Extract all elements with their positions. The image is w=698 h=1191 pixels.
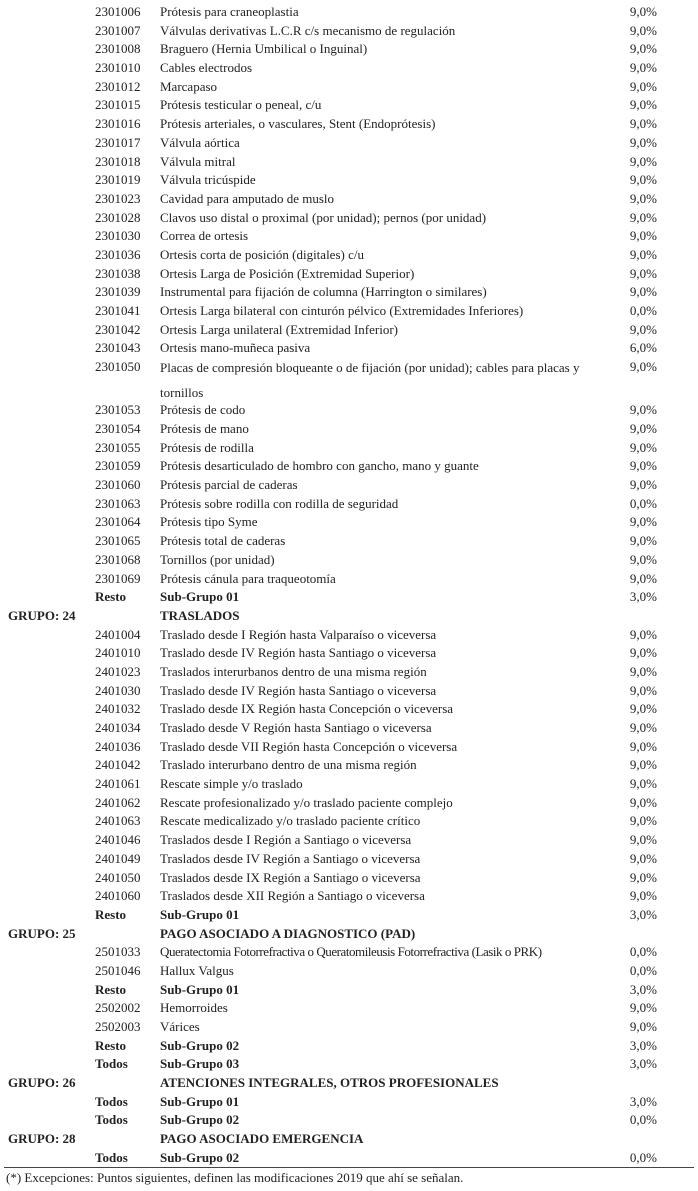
item-code: 2301019 xyxy=(95,172,141,188)
item-description: Prótesis para craneoplastia xyxy=(160,4,299,19)
item-description: Prótesis testicular o peneal, c/u xyxy=(160,97,322,113)
group-header-row xyxy=(0,1074,698,1093)
group-header-row xyxy=(0,607,698,626)
item-percentage: 9,0% xyxy=(629,4,657,19)
table-row xyxy=(0,943,698,962)
item-percentage: 9,0% xyxy=(629,682,657,698)
group-header-row xyxy=(0,1130,698,1149)
item-code: 2301015 xyxy=(95,97,141,113)
table-row xyxy=(0,22,698,41)
item-percentage: 9,0% xyxy=(629,458,657,474)
item-description: Traslado desde IV Región hasta Santiago o viceversa xyxy=(160,682,437,698)
item-code: 2502003 xyxy=(95,1019,141,1035)
table-row xyxy=(0,588,698,607)
item-code: 2502002 xyxy=(95,1000,141,1016)
table-row xyxy=(0,1037,698,1056)
table-row xyxy=(0,700,698,719)
item-percentage: 0,0% xyxy=(629,944,657,960)
item-description: Sub-Grupo 02 xyxy=(160,1149,240,1165)
table-row xyxy=(0,999,698,1018)
item-code: 2301042 xyxy=(95,321,141,337)
item-description: Traslados desde IV Región a Santiago o viceversa xyxy=(160,850,421,866)
table-row xyxy=(0,265,698,284)
item-percentage: 9,0% xyxy=(629,1019,657,1035)
item-description: Prótesis parcial de caderas xyxy=(160,477,298,493)
group-label: GRUPO: 24 xyxy=(8,607,76,623)
item-description: Cavidad para amputado de muslo xyxy=(160,190,335,206)
item-percentage: 9,0% xyxy=(629,116,657,132)
table-row xyxy=(0,495,698,514)
item-description: Hemorroides xyxy=(160,1000,228,1016)
item-description: Traslado desde V Región hasta Santiago o viceversa xyxy=(160,720,432,736)
table-row xyxy=(0,171,698,190)
item-description: Sub-Grupo 02 xyxy=(160,1037,240,1053)
item-code: 2401004 xyxy=(95,626,141,642)
table-row xyxy=(0,570,698,589)
table-row xyxy=(0,869,698,888)
item-code: 2301068 xyxy=(95,551,141,567)
item-description: Prótesis total de caderas xyxy=(160,533,286,549)
table-row xyxy=(0,134,698,153)
item-code: 2301016 xyxy=(95,116,141,132)
group-label: GRUPO: 25 xyxy=(8,925,76,941)
item-description: Correa de ortesis xyxy=(160,228,249,244)
footnote: (*) Excepciones: Puntos siguientes, definen las modificaciones 2019 que ahí se señalan. xyxy=(6,1170,464,1185)
item-code: 2401049 xyxy=(95,850,141,866)
item-code: 2301018 xyxy=(95,153,141,169)
table-row xyxy=(0,532,698,551)
item-percentage: 3,0% xyxy=(629,1037,657,1053)
item-percentage: 9,0% xyxy=(629,626,657,642)
item-percentage: 9,0% xyxy=(629,421,657,437)
item-description: Várices xyxy=(160,1019,200,1035)
item-description: Instrumental para fijación de columna (Harrington o similares) xyxy=(160,284,487,300)
item-percentage: 9,0% xyxy=(629,570,657,586)
item-description: Ortesis mano-muñeca pasiva xyxy=(160,340,311,356)
item-percentage: 9,0% xyxy=(629,794,657,810)
item-percentage: 9,0% xyxy=(629,134,657,150)
table-row xyxy=(0,283,698,302)
item-percentage: 9,0% xyxy=(629,60,657,76)
item-percentage: 9,0% xyxy=(629,477,657,493)
item-percentage: 0,0% xyxy=(629,1112,657,1128)
item-code: 2301055 xyxy=(95,439,141,455)
item-description: Hallux Valgus xyxy=(160,962,234,978)
table-row xyxy=(0,209,698,228)
item-code: 2301041 xyxy=(95,303,141,318)
item-code: 2401042 xyxy=(95,757,141,773)
item-code: Todos xyxy=(95,1056,128,1072)
table-row xyxy=(0,831,698,850)
group-title: PAGO ASOCIADO EMERGENCIA xyxy=(160,1131,364,1147)
item-description: Rescate profesionalizado y/o traslado paciente complejo xyxy=(160,794,453,810)
item-description: Traslado desde VII Región hasta Concepción o viceversa xyxy=(160,738,458,754)
item-code: 2301036 xyxy=(95,246,141,262)
item-code: Resto xyxy=(95,906,127,922)
item-code: 2401036 xyxy=(95,738,141,754)
table-row xyxy=(0,775,698,794)
group-header-row xyxy=(0,925,698,944)
item-code: 2301054 xyxy=(95,421,141,437)
item-description: Prótesis sobre rodilla con rodilla de seguridad xyxy=(160,495,399,511)
item-percentage: 9,0% xyxy=(629,359,657,375)
table-row xyxy=(0,153,698,172)
table-row xyxy=(0,1149,698,1168)
item-description: Rescate simple y/o traslado xyxy=(160,776,303,792)
item-code: Resto xyxy=(95,589,127,605)
item-percentage: 9,0% xyxy=(629,78,657,94)
item-code: 2301012 xyxy=(95,78,141,94)
item-description: Válvula aórtica xyxy=(160,134,240,150)
item-description: Válvula tricúspide xyxy=(160,172,256,188)
table-row xyxy=(0,1111,698,1130)
rates-table xyxy=(0,3,698,1168)
table-row xyxy=(0,96,698,115)
item-description: Prótesis desarticulado de hombro con gancho, mano y guante xyxy=(160,458,479,474)
item-code: 2301006 xyxy=(95,4,141,19)
item-code: 2301069 xyxy=(95,570,141,586)
item-percentage: 9,0% xyxy=(629,663,657,679)
item-description: Placas de compresión bloqueante o de fijación (por unidad); cables para placas y tornillos xyxy=(160,360,580,401)
item-code: 2401061 xyxy=(95,776,141,792)
item-code: 2301060 xyxy=(95,477,141,493)
table-row xyxy=(0,738,698,757)
item-percentage: 9,0% xyxy=(629,97,657,113)
item-percentage: 9,0% xyxy=(629,776,657,792)
table-row xyxy=(0,78,698,97)
item-code: Resto xyxy=(95,1037,127,1053)
table-row xyxy=(0,551,698,570)
item-description: Sub-Grupo 03 xyxy=(160,1056,240,1072)
item-code: 2301063 xyxy=(95,495,141,511)
item-description: Clavos uso distal o proximal (por unidad); pernos (por unidad) xyxy=(160,209,487,225)
item-percentage: 3,0% xyxy=(629,981,657,997)
item-code: 2401060 xyxy=(95,888,141,904)
item-code: 2301023 xyxy=(95,190,141,206)
group-label: GRUPO: 28 xyxy=(8,1131,76,1147)
table-row xyxy=(0,1018,698,1037)
item-description: Prótesis de codo xyxy=(160,402,246,418)
item-code: 2301010 xyxy=(95,60,141,76)
item-code: 2301017 xyxy=(95,134,141,150)
item-percentage: 9,0% xyxy=(629,645,657,661)
table-row xyxy=(0,794,698,813)
table-row xyxy=(0,1055,698,1074)
table-row xyxy=(0,59,698,78)
table-row xyxy=(0,682,698,701)
table-row xyxy=(0,719,698,738)
item-description: Prótesis de rodilla xyxy=(160,439,254,455)
table-row xyxy=(0,457,698,476)
item-percentage: 3,0% xyxy=(629,589,657,605)
item-percentage: 0,0% xyxy=(629,495,657,511)
item-percentage: 9,0% xyxy=(629,22,657,38)
table-row xyxy=(0,850,698,869)
item-description: Ortesis Larga de Posición (Extremidad Superior) xyxy=(160,265,415,281)
table-row xyxy=(0,358,698,401)
table-row xyxy=(0,302,698,321)
item-code: Todos xyxy=(95,1112,128,1128)
item-code: 2401063 xyxy=(95,813,141,829)
item-code: 2401032 xyxy=(95,701,141,717)
table-row xyxy=(0,887,698,906)
item-percentage: 0,0% xyxy=(629,962,657,978)
item-code: 2301007 xyxy=(95,22,141,38)
item-description: Sub-Grupo 01 xyxy=(160,981,240,997)
item-description: Sub-Grupo 02 xyxy=(160,1112,240,1128)
item-percentage: 9,0% xyxy=(629,514,657,530)
item-percentage: 9,0% xyxy=(629,1000,657,1016)
item-percentage: 9,0% xyxy=(629,284,657,300)
item-description: Prótesis cánula para traqueotomía xyxy=(160,570,336,586)
table-row xyxy=(0,962,698,981)
item-code: 2401046 xyxy=(95,832,141,848)
item-description: Queratectomia Fotorrefractiva o Queratomileusis Fotorrefractiva (Lasik o PRK) xyxy=(160,944,542,960)
table-row xyxy=(0,40,698,59)
item-description: Braguero (Hernia Umbilical o Inguinal) xyxy=(160,41,368,57)
item-code: 2401010 xyxy=(95,645,141,661)
item-percentage: 9,0% xyxy=(629,190,657,206)
item-percentage: 9,0% xyxy=(629,850,657,866)
item-percentage: 9,0% xyxy=(629,228,657,244)
item-percentage: 9,0% xyxy=(629,172,657,188)
item-code: 2301064 xyxy=(95,514,141,530)
table-row xyxy=(0,321,698,340)
table-row xyxy=(0,476,698,495)
table-row xyxy=(0,190,698,209)
item-code: 2401023 xyxy=(95,663,141,679)
item-percentage: 3,0% xyxy=(629,1093,657,1109)
group-label: GRUPO: 26 xyxy=(8,1075,76,1091)
item-percentage: 3,0% xyxy=(629,906,657,922)
item-description: Válvula mitral xyxy=(160,153,236,169)
item-percentage: 9,0% xyxy=(629,265,657,281)
item-percentage: 9,0% xyxy=(629,41,657,57)
item-code: Todos xyxy=(95,1149,128,1165)
group-title: ATENCIONES INTEGRALES, OTROS PROFESIONALES xyxy=(160,1075,499,1091)
item-description: Prótesis arteriales, o vasculares, Stent (Endoprótesis) xyxy=(160,116,436,132)
item-code: Todos xyxy=(95,1093,128,1109)
item-code: 2401050 xyxy=(95,869,141,885)
item-description: Sub-Grupo 01 xyxy=(160,589,240,605)
item-code: 2301030 xyxy=(95,228,141,244)
item-percentage: 9,0% xyxy=(629,533,657,549)
table-row xyxy=(0,663,698,682)
item-code: 2401062 xyxy=(95,794,141,810)
item-description: Traslado desde IX Región hasta Concepción o viceversa xyxy=(160,701,454,717)
table-row xyxy=(0,756,698,775)
item-percentage: 9,0% xyxy=(629,720,657,736)
item-code: 2301008 xyxy=(95,41,141,57)
item-percentage: 9,0% xyxy=(629,888,657,904)
table-row xyxy=(0,626,698,645)
item-percentage: 3,0% xyxy=(629,1056,657,1072)
table-row xyxy=(0,812,698,831)
item-code: 2301059 xyxy=(95,458,141,474)
item-code: 2301039 xyxy=(95,284,141,300)
table-row xyxy=(0,115,698,134)
item-percentage: 9,0% xyxy=(629,439,657,455)
item-percentage: 9,0% xyxy=(629,738,657,754)
item-percentage: 9,0% xyxy=(629,832,657,848)
item-description: Traslados desde IX Región a Santiago o viceversa xyxy=(160,869,421,885)
item-percentage: 0,0% xyxy=(629,1149,657,1165)
footnote-divider xyxy=(4,1167,694,1168)
item-description: Traslados desde XII Región a Santiago o viceversa xyxy=(160,888,425,904)
item-description: Rescate medicalizado y/o traslado paciente crítico xyxy=(160,813,421,829)
table-row xyxy=(0,227,698,246)
item-description: Prótesis tipo Syme xyxy=(160,514,258,530)
item-code: 2301053 xyxy=(95,402,141,418)
item-code: 2301050 xyxy=(95,359,141,375)
item-description: Traslado interurbano dentro de una misma región xyxy=(160,757,417,773)
item-description: Traslados desde I Región a Santiago o viceversa xyxy=(160,832,412,848)
item-code: 2401030 xyxy=(95,682,141,698)
item-description: Traslado desde IV Región hasta Santiago o viceversa xyxy=(160,645,437,661)
item-code: 2501046 xyxy=(95,962,141,978)
item-code: 2501033 xyxy=(95,944,141,960)
item-description: Sub-Grupo 01 xyxy=(160,1093,240,1109)
item-description: Marcapaso xyxy=(160,78,218,94)
item-code: 2301038 xyxy=(95,265,141,281)
item-percentage: 9,0% xyxy=(629,209,657,225)
table-row xyxy=(0,981,698,1000)
item-percentage: 9,0% xyxy=(629,321,657,337)
item-percentage: 9,0% xyxy=(629,551,657,567)
table-row xyxy=(0,420,698,439)
group-title: PAGO ASOCIADO A DIAGNOSTICO (PAD) xyxy=(160,925,416,941)
item-code: 2401034 xyxy=(95,720,141,736)
item-description: Tornillos (por unidad) xyxy=(160,551,275,567)
item-percentage: 6,0% xyxy=(629,340,657,356)
item-code: 2301043 xyxy=(95,340,141,356)
item-description: Cables electrodos xyxy=(160,60,253,76)
item-code: Resto xyxy=(95,981,127,997)
item-description: Traslados interurbanos dentro de una misma región xyxy=(160,663,427,679)
item-description: Prótesis de mano xyxy=(160,421,249,437)
item-percentage: 9,0% xyxy=(629,153,657,169)
table-row xyxy=(0,3,698,22)
item-description: Traslado desde I Región hasta Valparaíso o viceversa xyxy=(160,626,437,642)
table-row xyxy=(0,401,698,420)
item-percentage: 9,0% xyxy=(629,757,657,773)
item-description: Ortesis Larga unilateral (Extremidad Inferior) xyxy=(160,321,398,337)
item-percentage: 0,0% xyxy=(629,303,657,318)
item-percentage: 9,0% xyxy=(629,246,657,262)
item-description: Sub-Grupo 01 xyxy=(160,906,240,922)
table-row xyxy=(0,644,698,663)
item-percentage: 9,0% xyxy=(629,869,657,885)
item-code: 2301028 xyxy=(95,209,141,225)
table-row xyxy=(0,513,698,532)
item-description: Válvulas derivativas L.C.R c/s mecanismo de regulación xyxy=(160,22,456,38)
item-description: Ortesis Larga bilateral con cinturón pélvico (Extremidades Inferiores) xyxy=(160,303,524,318)
table-row xyxy=(0,439,698,458)
item-description: Ortesis corta de posición (digitales) c/u xyxy=(160,246,364,262)
item-percentage: 9,0% xyxy=(629,402,657,418)
item-percentage: 9,0% xyxy=(629,701,657,717)
table-row xyxy=(0,1093,698,1112)
group-title: TRASLADOS xyxy=(160,607,240,623)
item-percentage: 9,0% xyxy=(629,813,657,829)
table-row xyxy=(0,906,698,925)
table-row xyxy=(0,246,698,265)
item-code: 2301065 xyxy=(95,533,141,549)
